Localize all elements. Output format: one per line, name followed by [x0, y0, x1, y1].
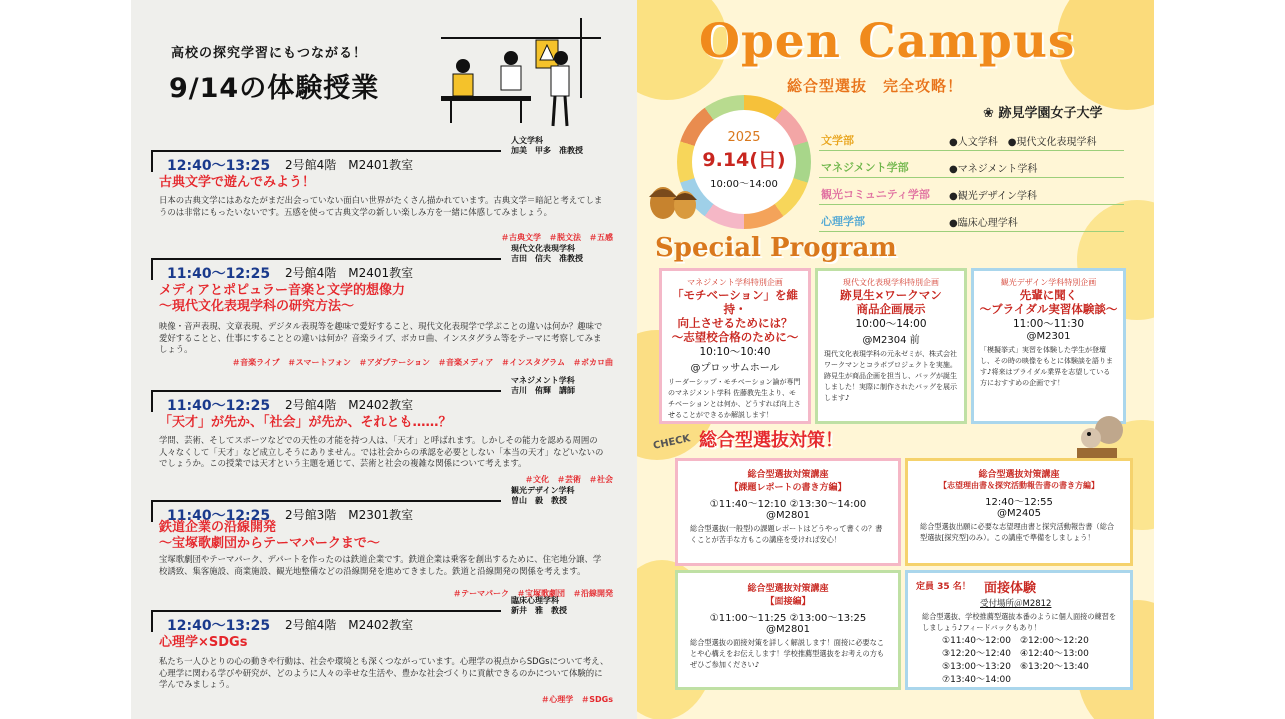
- check-label: CHECK: [652, 433, 692, 452]
- workshop-card-interview: 総合型選抜対策講座 【面接編】 ①11:00～11:25 ②13:00～13:25 @M2801 総合型選抜の面接対策を詳しく解説します！面接に必要なことや心構えをお伝えします！学校推薦型選抜をお考えの方もぜひご参加ください♪: [675, 570, 901, 690]
- lecture-desc: 日本の古典文学にはあなたがまだ出会っていない面白い世界がたくさん描かれています。古典文学＝暗記と考えてしまうのは非常にもったいないです。五感を使って古典文学の新しい楽しみ方を一緒に体感してみましょう。: [159, 195, 603, 217]
- lecture-tags: ＃文化 ＃芸術 ＃社会: [525, 475, 613, 484]
- lecture-2: [149, 244, 619, 373]
- lecture-room: 2号館4階 M2401教室: [285, 158, 414, 172]
- lecture-desc: 映像・音声表現、文章表現、デジタル表現等を趣味で愛好すること、現代文化表現学で学ぶことの違いは何か？趣味で愛好することと、仕事にすることとの違いは何か？音楽ライブ、ボカロ曲、インスタグラム等をテーマに考察してみましょう。: [159, 321, 603, 355]
- students-illustration: [401, 18, 611, 128]
- workshop-card-report: 総合型選抜対策講座 【課題レポートの書き方編】 ①11:40～12:10 ②13:30～14:00 @M2801 総合型選抜(一般型)の課題レポートはどうやって書くの？書くことが苦手な方もこの講座を受ければ安心！: [675, 458, 901, 566]
- lecture-teacher: 臨床心理学科 新井 雅 教授: [511, 596, 567, 615]
- slot-row: ①11:40～12:00 ②12:00～12:20: [942, 636, 1089, 646]
- lecture-subtitle: 高校の探究学習にもつながる！: [171, 46, 368, 61]
- dept-row-management: マネジメント学部 ●マネジメント学科: [819, 155, 1124, 178]
- lecture-tags: ＃音楽ライブ ＃スマートフォン ＃アダプテーション ＃音楽メディア ＃インスタグラム ＃ボカロ曲: [232, 358, 613, 367]
- lecture-4: [149, 486, 619, 600]
- dept-row-tourism: 観光コミュニティ学部 ●観光デザイン学科: [819, 182, 1124, 205]
- lecture-room: 2号館4階 M2402教室: [285, 618, 414, 632]
- lecture-teacher: マネジメント学科 吉川 侑輝 講師: [511, 376, 575, 395]
- special-card-management: マネジメント学科特別企画 「モチベーション」を維持・ 向上させるためには？ ～志望校合格のために～ 10:10～10:40 @プロッサムホール リーダーシップ・モチベーション論が専門のマネジメント学科 佐藤教先生より、モチベーションとは何か、どうすれば向上させることができるか解説します！: [659, 268, 811, 424]
- lecture-time: 11:40～12:25: [167, 266, 271, 282]
- interview-practice-card: [905, 570, 1133, 690]
- check-title: 総合型選抜対策！: [699, 430, 843, 451]
- lecture-title: 「天才」が先か、「社会」が先か、それとも……？: [159, 415, 452, 430]
- lecture-room: 2号館3階 M2301教室: [285, 508, 414, 522]
- lecture-teacher: 人文学科 加美 甲多 准教授: [511, 136, 583, 155]
- interview-slots: [942, 635, 1089, 687]
- open-campus-subtitle: 総合型選抜 完全攻略！: [787, 77, 964, 95]
- lecture-time: 11:40～12:25: [167, 398, 271, 414]
- lecture-title: メディアとポピュラー音楽と文学的想像力 ～現代文化表現学科の研究方法～: [159, 283, 405, 314]
- lecture-room: 2号館4階 M2402教室: [285, 398, 414, 412]
- lecture-time: 11:40～12:25: [167, 508, 271, 524]
- lecture-page-title: 9/14の体験授業: [169, 73, 380, 104]
- lecture-desc: 学問、芸術、そしてスポーツなどでの天性の才能を持つ人は、「天才」と呼ばれます。しかしその能力を認める周囲の人々なくして「天才」など成立しそうにありません。では社会からの承認を必要としない「本当の天才」などいないのでしょうか。この授業では天才という主題を通じて、芸術と社会の複雑な関係について考えます。: [159, 435, 604, 469]
- lecture-page: [131, 0, 637, 719]
- open-campus-page: [637, 0, 1154, 719]
- acorn-icon: [641, 175, 701, 225]
- event-date: 9.14(日): [702, 149, 786, 171]
- university-name: ❀ 跡見学園女子大学: [983, 106, 1103, 121]
- interview-desc: 総合型選抜、学校推薦型選抜本番のように個人面接の練習をしましょう♪フィードバックもあり！: [922, 612, 1117, 632]
- lecture-5: [149, 596, 619, 710]
- lecture-teacher: 観光デザイン学科 曽山 毅 教授: [511, 486, 575, 505]
- lecture-desc: 宝塚歌劇団やテーマパーク、デパートを作ったのは鉄道企業です。鉄道企業は乗客を創出するために、住宅地分譲、学校誘致、集客施設、商業施設、観光地整備などの沿線開発を進めてきました。鉄道と沿線開発の関係を考えます。: [159, 554, 602, 576]
- flower-logo-icon: ❀: [983, 106, 994, 121]
- open-campus-title: Open Campus: [699, 14, 1076, 69]
- dept-row-literature: 文学部 ●人文学科 ●現代文化表現学科: [819, 128, 1124, 151]
- event-year: 2025: [727, 130, 761, 145]
- lecture-room: 2号館4階 M2401教室: [285, 266, 414, 280]
- lecture-desc: 私たち一人ひとりの心の動きや行動は、社会や環境とも深くつながっています。心理学の視点からSDGsについて考え、心理学に関わる学びや研究が、どのように人々の幸せな生活や、豊かな社会づくりに貢献できるのかについて体験的に学んでみましょう。: [159, 656, 609, 690]
- event-time: 10:00～14:00: [710, 179, 778, 190]
- lecture-time: 12:40～13:25: [167, 618, 271, 634]
- special-program-title: Special Program: [655, 233, 897, 263]
- special-card-tourism: 観光デザイン学科特別企画 先輩に聞く ～ブライダル実習体験談～ 11:00～11:30 @M2301 「模擬挙式」実習を体験した学生が登壇し、その時の映像をもとに体験談を語ります♪将来はブライダル業界を志望している方におすすめの企画です！: [971, 268, 1126, 424]
- capacity-badge: 定員 35 名！: [916, 582, 971, 592]
- lecture-tags: ＃心理学 ＃SDGs: [541, 695, 613, 704]
- lecture-tags: ＃テーマパーク ＃宝塚歌劇団 ＃沿線開発: [453, 589, 613, 598]
- lecture-teacher: 現代文化表現学科 吉田 信夫 准教授: [511, 244, 583, 263]
- workshop-card-statement: 総合型選抜対策講座 【志望理由書＆探究活動報告書の書き方編】 12:40～12:55 @M2405 総合型選抜出願に必要な志望理由書と探究活動報告書（総合型選抜[探究型]のみ）。この講座で準備をしましょう！: [905, 458, 1133, 566]
- lecture-tags: ＃古典文学 ＃脱文法 ＃五感: [501, 233, 613, 242]
- dept-row-psychology: 心理学部 ●臨床心理学科: [819, 209, 1124, 232]
- lecture-title: 心理学×SDGs: [159, 635, 248, 650]
- lecture-3: [149, 376, 619, 490]
- slot-row: ⑤13:00～13:20 ⑥13:20～13:40: [942, 662, 1089, 672]
- lecture-time: 12:40～13:25: [167, 158, 271, 174]
- special-card-culture: 現代文化表現学科特別企画 跡見生×ワークマン 商品企画展示 10:00～14:00 @M2304 前 現代文化表現学科の元永ゼミが、株式会社ワークマンとコラボプロジェクトを実施。跡見生が商品企画を担当し、バッグが誕生しました！実際に制作されたバッグを展示します♪: [815, 268, 967, 424]
- interview-title: 面接体験: [984, 581, 1037, 596]
- lecture-title: 古典文学で遊んでみよう！: [159, 175, 316, 190]
- reception-location: 受付場所＠M2812: [980, 599, 1052, 609]
- lecture-title: 鉄道企業の沿線開発 ～宝塚歌劇団からテーマパークまで～: [159, 520, 380, 551]
- lecture-1: [149, 136, 619, 246]
- slot-row: ⑦13:40～14:00: [942, 675, 1011, 685]
- slot-row: ③12:20～12:40 ④12:40～13:00: [942, 649, 1089, 659]
